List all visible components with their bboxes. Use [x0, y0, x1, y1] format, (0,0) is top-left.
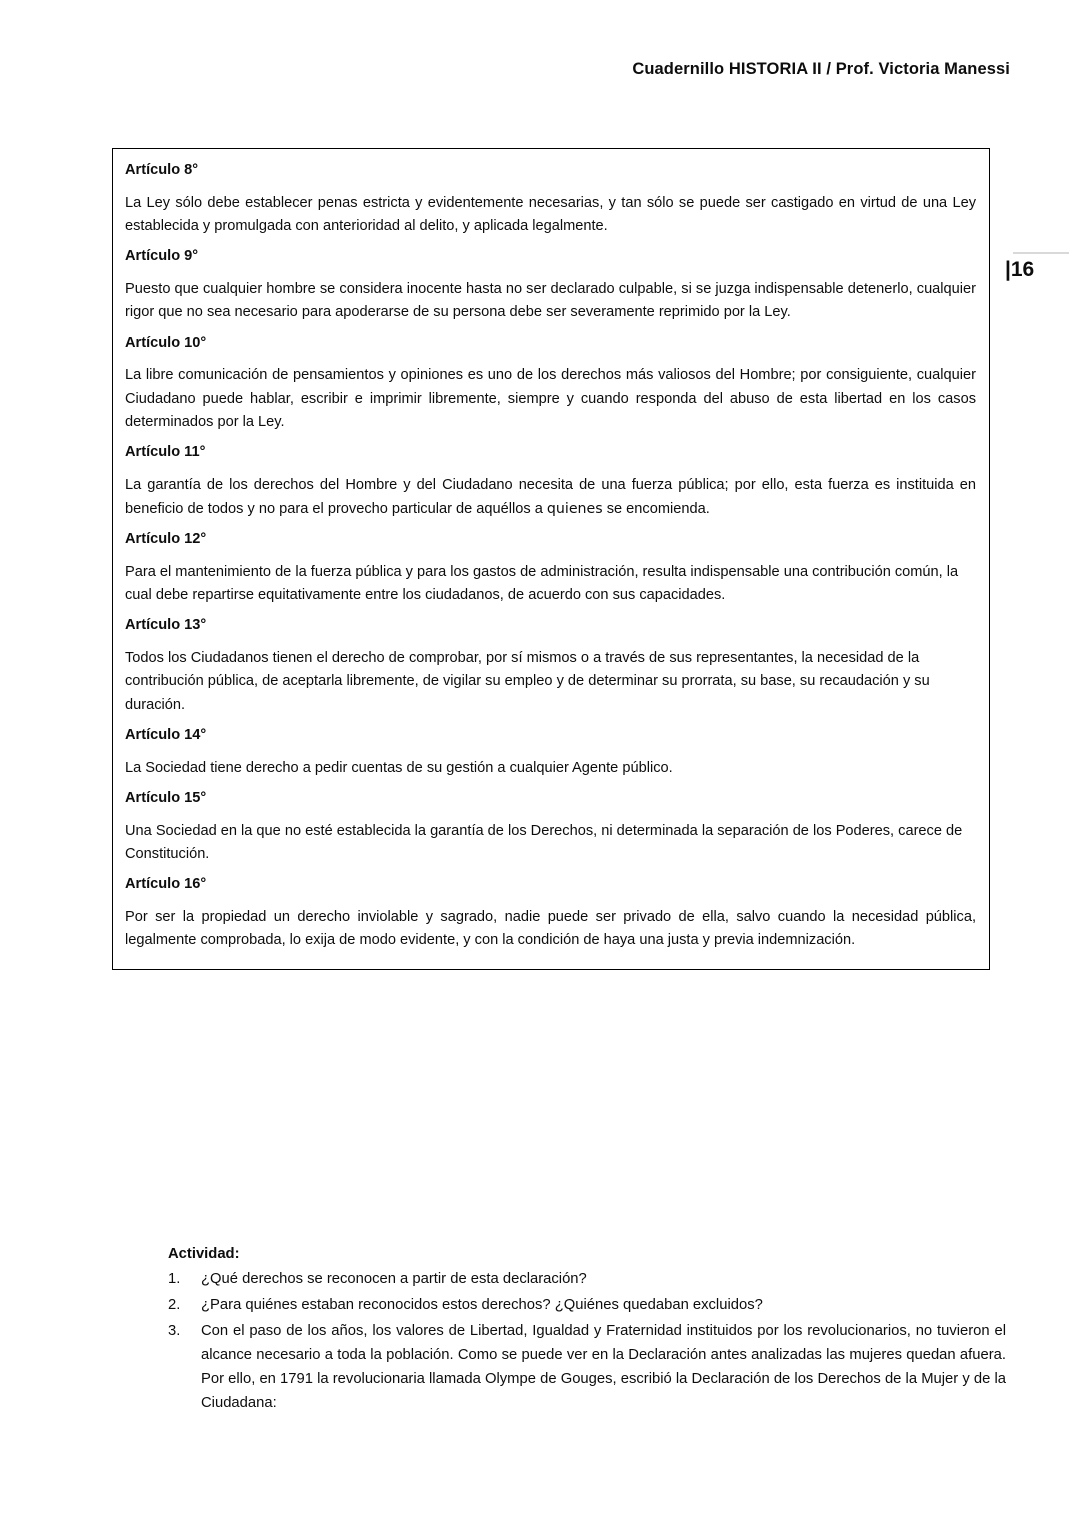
article-body: Por ser la propiedad un derecho inviolable y sagrado, nadie puede ser privado de ella, salvo cuando la necesidad pública, legalmente comprobada, lo exija de modo evidente, y con la condición de haya una justa y previa indemnización. [125, 909, 976, 949]
article-12 [125, 521, 976, 607]
page-number-block [1005, 252, 1075, 282]
article-body: La Ley sólo debe establecer penas estricta y evidentemente necesarias, y tan sólo se puede ser castigado en virtud de una Ley establecida y promulgada con anterioridad al delito, y aplicada legalmente. [125, 194, 976, 235]
activity-title: Actividad: [168, 1246, 240, 1262]
activity-item-marker: 2. [168, 1297, 181, 1314]
article-body-segment-1: La garantía de los derechos del Hombre y del Ciudadano necesita de una fuerza pública; por ello, esta fuerza es instituida en beneficio de todos y no para el provecho particular de aquéllos a [125, 477, 976, 517]
article-heading: Artículo 12° [125, 530, 207, 547]
activity-item-marker: 1. [168, 1271, 181, 1288]
activity-section [168, 1243, 1006, 1418]
activity-item-3 [168, 1320, 1006, 1416]
activity-item-text: ¿Qué derechos se reconocen a partir de esta declaración? [201, 1271, 587, 1288]
activity-item-text: ¿Para quiénes estaban reconocidos estos derechos? ¿Quiénes quedaban excluidos? [201, 1297, 763, 1314]
article-body-segment-alt-font: quienes [546, 500, 603, 517]
article-heading: Artículo 16° [125, 876, 207, 893]
article-14 [125, 717, 976, 780]
page-number-rule [1013, 252, 1069, 254]
article-heading: Artículo 10° [125, 334, 207, 351]
article-body: Puesto que cualquier hombre se considera inocente hasta no ser declarado culpable, si se juzga indispensable detenerlo, cualquier rigor que no sea necesario para apoderarse de su persona debe ser severamente reprimido por la Ley. [125, 281, 976, 321]
article-body: Todos los Ciudadanos tienen el derecho de comprobar, por sí mismos o a través de sus representantes, la necesidad de la contribución pública, de aceptarla libremente, de vigilar su empleo y de determinar su prorrata, su base, su recaudación y su duración. [125, 649, 930, 713]
article-body [125, 465, 976, 521]
page-header-title: Cuadernillo HISTORIA II / Prof. Victoria Manessi [632, 60, 1010, 78]
activity-item-text: Con el paso de los años, los valores de Libertad, Igualdad y Fraternidad instituidos por los revolucionarios, no tuvieron el alcance necesario a toda la población. Como se puede ver en la Declaración antes analizadas las mujeres quedan afuera. Por ello, en 1791 la revolucionaria llamada Olympe de Gouges, escribió la Declaración de los Derechos de la Mujer y de la Ciudadana: [201, 1323, 1006, 1412]
article-heading: Artículo 11° [125, 444, 206, 461]
article-heading: Artículo 14° [125, 726, 207, 743]
articles-box [112, 148, 990, 970]
activity-item-marker: 3. [168, 1323, 181, 1340]
article-body: Una Sociedad en la que no esté establecida la garantía de los Derechos, ni determinada la separación de los Poderes, carece de Constitución. [125, 822, 963, 862]
page-number: |16 [1005, 258, 1035, 281]
activity-item-1 [168, 1268, 1006, 1292]
article-9 [125, 238, 976, 324]
article-heading: Artículo 9° [125, 248, 199, 265]
article-body: Para el mantenimiento de la fuerza pública y para los gastos de administración, resulta indispensable una contribución común, la cual debe repartirse equitativamente entre los ciudadanos, de acuerdo con sus capacidades. [125, 563, 959, 603]
activity-item-2 [168, 1294, 1006, 1318]
article-heading: Artículo 13° [125, 617, 207, 634]
article-heading: Artículo 8° [125, 162, 199, 178]
article-body: La Sociedad tiene derecho a pedir cuentas de su gestión a cualquier Agente público. [125, 759, 673, 776]
article-11 [125, 434, 976, 520]
activity-list [168, 1268, 1006, 1416]
article-15 [125, 780, 976, 866]
article-body-segment-2: se encomienda. [602, 500, 710, 517]
article-heading: Artículo 15° [125, 789, 207, 806]
article-body: La libre comunicación de pensamientos y opiniones es uno de los derechos más valiosos del Hombre; por consiguiente, cualquier Ciudadano puede hablar, escribir e imprimir libremente, siempre y cuando responda del abuso de esta libertad en los casos determinados por la Ley. [125, 367, 976, 431]
article-13 [125, 607, 976, 717]
article-8 [125, 161, 976, 238]
article-16 [125, 866, 976, 952]
article-10 [125, 325, 976, 435]
